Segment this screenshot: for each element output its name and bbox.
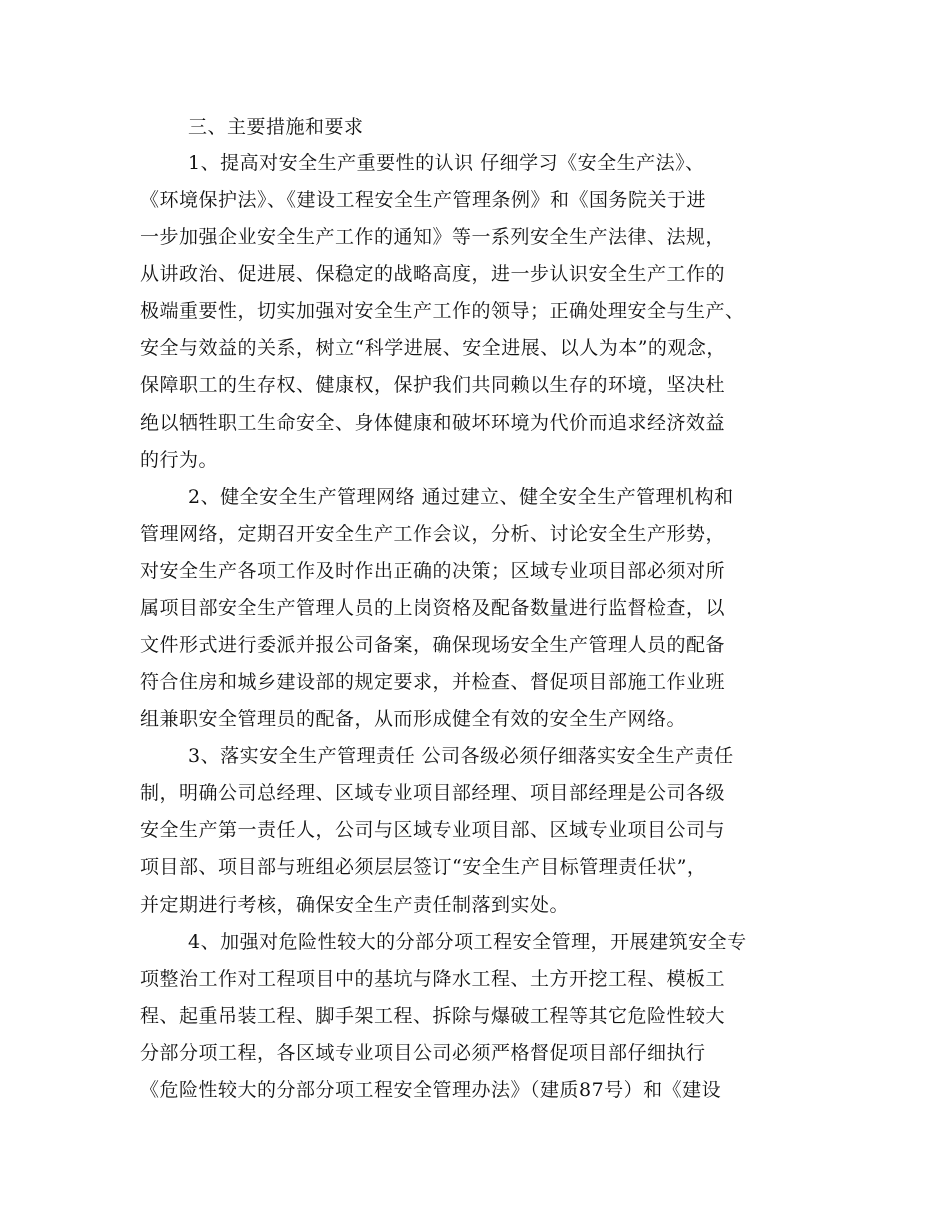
paragraph-4-line-1: 4、加强对危险性较大的分部分项工程安全管理，开展建筑安全专 — [188, 931, 747, 953]
paragraph-2-line-4: 属项目部安全生产管理人员的上岗资格及配备数量进行监督检查，以 — [140, 597, 726, 619]
paragraph-2-line-6: 符合住房和城乡建设部的规定要求，并检查、督促项目部施工作业班 — [140, 671, 726, 693]
paragraph-1-line-8: 绝以牺牲职工生命安全、身体健康和破坏环境为代价而追求经济效益 — [140, 412, 726, 434]
paragraph-3-line-4: 项目部、项目部与班组必须层层签订“安全生产目标管理责任状”， — [140, 856, 707, 878]
paragraph-1-line-2: 《环境保护法》、《建设工程安全生产管理条例》和《国务院关于进 — [140, 189, 707, 211]
paragraph-4-line-4: 分部分项工程，各区域专业项目公司必须严格督促项目部仔细执行 — [140, 1042, 706, 1064]
paragraph-4-line-2: 项整治工作对工程项目中的基坑与降水工程、土方开挖工程、模板工 — [140, 968, 726, 990]
section-heading: 三、主要措施和要求 — [188, 116, 364, 138]
paragraph-2-line-1: 2、健全安全生产管理网络 通过建立、健全安全生产管理机构和 — [188, 486, 734, 508]
paragraph-4-line-3: 程、起重吊装工程、脚手架工程、拆除与爆破工程等其它危险性较大 — [140, 1005, 726, 1027]
paragraph-1-line-7: 保障职工的生存权、健康权，保护我们共同赖以生存的环境，坚决杜 — [140, 374, 726, 396]
paragraph-1-line-1: 1、提高对安全生产重要性的认识 仔细学习《安全生产法》、 — [188, 152, 705, 174]
paragraph-2-line-7: 组兼职安全管理员的配备，从而形成健全有效的安全生产网络。 — [140, 708, 687, 730]
paragraph-1-line-9: 的行为。 — [140, 449, 219, 471]
paragraph-3-line-2: 制，明确公司总经理、区域专业项目部经理、项目部经理是公司各级 — [140, 782, 726, 804]
paragraph-3-line-3: 安全生产第一责任人，公司与区域专业项目部、区域专业项目公司与 — [140, 819, 726, 841]
paragraph-2-line-3: 对安全生产各项工作及时作出正确的决策；区域专业项目部必须对所 — [140, 560, 726, 582]
paragraph-1-line-6: 安全与效益的关系，树立“科学进展、安全进展、以人为本”的观念， — [140, 337, 726, 359]
paragraph-3-line-1: 3、落实安全生产管理责任 公司各级必须仔细落实安全生产责任 — [188, 745, 734, 767]
paragraph-2-line-2: 管理网络，定期召开安全生产工作会议，分析、讨论安全生产形势， — [140, 523, 726, 545]
paragraph-3-line-5: 并定期进行考核，确保安全生产责任制落到实处。 — [140, 894, 570, 916]
paragraph-1-line-5: 极端重要性，切实加强对安全生产工作的领导；正确处理安全与生产、 — [140, 300, 745, 322]
paragraph-2-line-5: 文件形式进行委派并报公司备案，确保现场安全生产管理人员的配备 — [140, 634, 726, 656]
paragraph-4-line-5: 《危险性较大的分部分项工程安全管理办法》（建质87号）和《建设 — [140, 1079, 722, 1101]
paragraph-1-line-4: 从讲政治、促进展、保稳定的战略高度，进一步认识安全生产工作的 — [140, 263, 726, 285]
paragraph-1-line-3: 一步加强企业安全生产工作的通知》等一系列安全生产法律、法规， — [140, 226, 726, 248]
